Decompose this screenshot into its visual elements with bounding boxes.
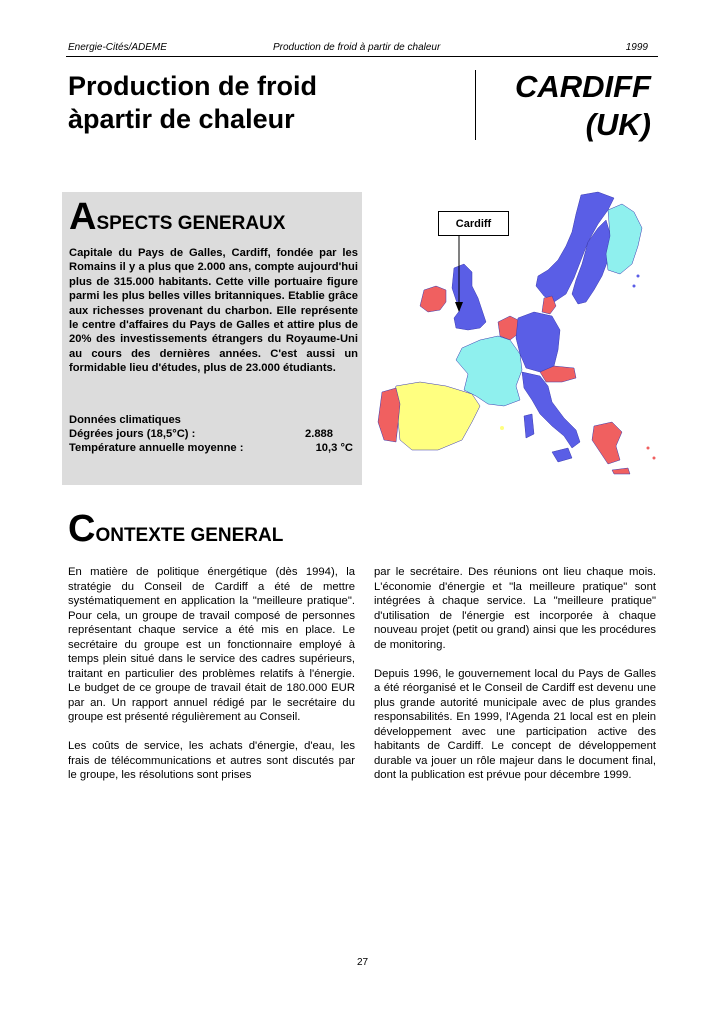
map-portugal (378, 388, 400, 442)
contexte-paragraph: Les coûts de service, les achats d'énergie, d'eau, les frais de télécommunications et autres sont discutés par le groupe, les résolutions sont prises (68, 740, 355, 781)
contexte-paragraph: par le secrétaire. Des réunions ont lieu chaque mois. L'économie d'énergie et "la meilleure pratique" sont intégrées à chaque service. La "meilleure pratique" d'utilisation de l'énergie est incorporée à chaque nouveau projet (petit ou grand) ainsi que les procédures de monitoring. (374, 566, 656, 651)
aspects-heading-cap: A (69, 196, 97, 238)
map-callout-cardiff: Cardiff (438, 211, 509, 236)
map-sardinia (524, 414, 534, 438)
contexte-heading-rest: ONTEXTE GENERAL (95, 525, 284, 546)
aspects-heading (69, 196, 285, 239)
page-title-line-1: Production de froid (68, 71, 317, 101)
title-divider (475, 70, 476, 140)
map-benelux (498, 316, 518, 340)
contexte-paragraph: Depuis 1996, le gouvernement local du Pays de Galles a été réorganisé et le Conseil de Cardiff est devenu une plus grande autorité municipale avec de plus grandes responsabilités. En 1999, l'Agenda 21 local est en plein développement avec une participation active des habitants de Cardiff. Le concept de développement durable va jouer un rôle majeur dans le document final, dont la publication est prévue pour décembre 1999. (374, 667, 656, 781)
header-publisher: Energie-Cités/ADEME (68, 42, 167, 53)
map-island (500, 426, 504, 430)
degree-days-row (69, 427, 353, 441)
running-header (68, 42, 658, 56)
map-island (653, 457, 656, 460)
degree-days-value: 2.888 (305, 428, 333, 440)
europe-map (376, 190, 658, 475)
map-germany (516, 312, 560, 372)
map-italy (522, 372, 580, 448)
map-crete (612, 468, 630, 474)
map-ireland (420, 286, 446, 312)
contexte-heading (68, 508, 283, 551)
contexte-heading-cap: C (68, 508, 96, 550)
map-island (637, 275, 640, 278)
degree-days-label: Dégrées jours (18,5°C) : (69, 428, 196, 440)
map-greece (592, 422, 622, 464)
temperature-label: Température annuelle moyenne : (69, 442, 244, 454)
page-number: 27 (356, 957, 369, 968)
map-uk (452, 264, 486, 330)
map-island (587, 287, 593, 293)
city-name: CARDIFF (514, 69, 651, 104)
map-sicily (552, 448, 572, 462)
header-rule (66, 56, 658, 57)
climate-data (69, 413, 353, 455)
country-code: (UK) (585, 107, 651, 142)
header-title: Production de froid à partir de chaleur (273, 42, 441, 53)
contexte-left-column (68, 565, 355, 797)
page-title (68, 70, 317, 136)
map-spain (392, 382, 480, 450)
contexte-right-column (374, 565, 656, 797)
temperature-row (69, 441, 353, 455)
climate-title: Données climatiques (69, 414, 181, 426)
header-year: 1999 (625, 42, 648, 53)
city-description: Capitale du Pays de Galles, Cardiff, fondée par les Romains il y a plus que 2.000 ans, compte aujourd'hui plus de 315.000 habitants. Cette ville portuaire figure parmi les plus belles villes britanniques. Etablie grâce aux richesses provenant du charbon. Elle représente le centre d'affaires du Pays de Galles et attire plus de 20% des investissements étrangers du Royaume-Uni au cours des dernières années. C'est aussi un formidable lieu d'études, plus de 23.000 étudiants. (69, 247, 358, 375)
contexte-paragraph: En matière de politique énergétique (dès 1994), la stratégie du Conseil de Cardiff a été de mettre systématiquement en application la "meilleure pratique". Pour cela, un groupe de travail composé de personnes représentant chaque service a été mis en place. Le secrétaire du groupe est un fonctionnaire employé à temps plein situé dans le service des cadres supérieurs, traitant en particulier des problèmes relatifs à l'énergie. Le budget de ce groupe de travail était de 180.000 EUR par an. Un rapport annuel rédigé par le secrétaire du groupe est présenté régulièrement au Conseil. (68, 566, 355, 723)
city-title (515, 68, 651, 144)
map-finland (606, 204, 642, 274)
map-island (647, 447, 650, 450)
aspects-generaux-box (62, 192, 362, 485)
aspects-heading-rest: SPECTS GENERAUX (96, 213, 286, 234)
page-title-line-2: àpartir de chaleur (68, 104, 295, 134)
temperature-value: 10,3 °C (315, 442, 353, 454)
map-island (633, 285, 636, 288)
